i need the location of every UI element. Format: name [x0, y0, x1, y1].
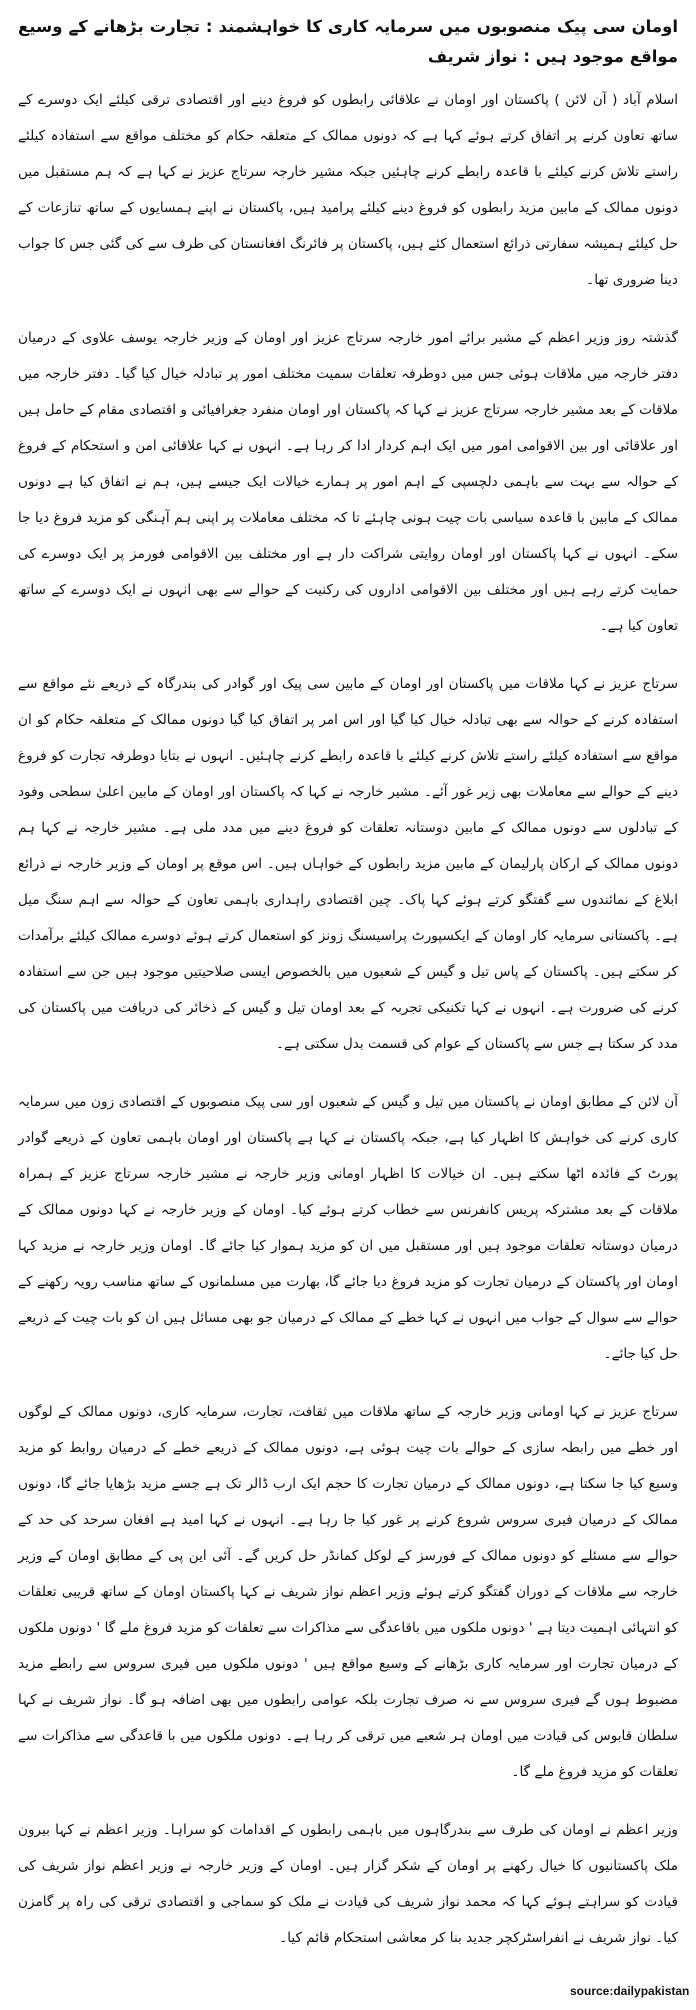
source-credit: source:dailypakistan	[570, 1984, 690, 1998]
article-headline: اومان سی پیک منصوبوں میں سرمایہ کاری کا خواہشمند : تجارت بڑھانے کے وسیع مواقع موجود ہیں : نواز شریف	[18, 17, 678, 66]
article-paragraph: وزیر اعظم نے اومان کی طرف سے بندرگاہوں میں باہمی رابطوں کے اقدامات کو سراہا۔ وزیر اعظم نے کہا بیرون ملک پاکستانیوں کا خیال رکھنے پر اومان کے شکر گزار ہیں۔ اومان کے وزیر خارجہ نے وزیر اعظم نواز شریف کی قیادت کو سراہتے ہوئے کہا کہ محمد نواز شریف کی قیادت نے ملک کو سماجی و اقتصادی ترقی کی راہ پر گامزن کیا۔ نواز شریف نے انفراسٹرکچر جدید بنا کر معاشی استحکام قائم کیا۔	[18, 1822, 678, 1946]
article-paragraph: آن لائن کے مطابق اومان نے پاکستان میں تیل و گیس کے شعبوں اور سی پیک منصوبوں کے اقتصادی زون میں سرمایہ کاری کرنے کی خواہش کا اظہار کیا ہے، جبکہ پاکستان نے کہا ہے پاکستان اور اومان باہمی تعاون کے ذریعے گوادر پورٹ کے فائدہ اٹھا سکتے ہیں۔ ان خیالات کا اظہار اومانی وزیر خارجہ نے مشیر خارجہ سرتاج عزیز کے ہمراہ ملاقات کے بعد مشترکہ پریس کانفرنس سے خطاب کرتے ہوئے کیا۔ اومان کے وزیر خارجہ نے کہا دونوں ممالک کے درمیان دوستانہ تعلقات موجود ہیں اور مستقبل میں ان کو مزید ہموار کیا جائے گا۔ اومان وزیر خارجہ نے مزید کہا اومان اور پاکستان کے درمیان تجارت کو مزید فروغ دیا جائے گا، بھارت میں مسلمانوں کے ساتھ مناسب رویہ رکھنے کے حوالے سے سوال کے جواب میں انہوں نے کہا خطے کے ممالک کے درمیان جو بھی مسائل ہیں ان کو بات چیت کے ذریعے حل کیا جائے۔	[18, 1094, 678, 1362]
article-paragraph: سرتاج عزیز نے کہا ملاقات میں پاکستان اور اومان کے مابین سی پیک اور گوادر کی بندرگاہ کے ذریعے نئے مواقع سے استفادہ کرنے کے حوالہ سے بھی تبادلہ خیال کیا گیا اور اس امر پر اتفاق کیا گیا دونوں ممالک کے متعلقہ حکام کو ان مواقع سے استفادہ کیلئے راستے تلاش کرنے کیلئے با قاعدہ رابطے کرنے چاہئیں۔ انہوں نے بتایا دوطرفہ تجارت کو فروغ دینے کے حوالے سے معاملات بھی زیر غور آئے۔ مشیر خارجہ نے کہا کہ پاکستان اور اومان کے مابین اعلیٰ سطحی وفود کے تبادلوں سے دونوں ممالک کے مابین دوستانہ تعلقات کو فروغ دینے میں مدد ملی ہے۔ مشیر خارجہ نے کہا ہم دونوں ممالک کے ارکان پارلیمان کے مابین مزید رابطوں کے خواہاں ہیں۔ اس موقع پر اومان کے وزیر خارجہ نے ذرائع ابلاغ کے نمائندوں سے گفتگو کرتے ہوئے کہا پاک۔ چین اقتصادی راہداری باہمی تعاون کے حوالہ سے اہم سنگ میل ہے۔ پاکستانی سرمایہ کار اومان کے ایکسپورٹ پراسیسنگ زونز کو استعمال کرتے ہوئے دوسرے ممالک کیلئے برآمدات کر سکتے ہیں۔ پاکستان کے پاس تیل و گیس کے شعبوں میں بالخصوص ایسی صلاحیتیں موجود ہیں جن سے استفادہ کرنے کی ضرورت ہے۔ انہوں نے کہا تکنیکی تجربہ کے بعد اومان تیل و گیس کے ذخائر کی دریافت میں پاکستان کی مدد کر سکتا ہے جس سے پاکستان کے عوام کی قسمت بدل سکتی ہے۔	[18, 676, 678, 1052]
article-paragraph: گذشتہ روز وزیر اعظم کے مشیر برائے امور خارجہ سرتاج عزیز اور اومان کے وزیر خارجہ یوسف علاوی کے درمیان دفتر خارجہ میں ملاقات ہوئی جس میں دوطرفہ تعلقات سمیت مختلف امور پر تبادلہ خیال کیا گیا۔ دفتر خارجہ میں ملاقات کے بعد مشیر خارجہ سرتاج عزیز نے کہا کہ پاکستان اور اومان منفرد جغرافیائی و اقتصادی مقام کے حامل ہیں اور علاقائی اور بین الاقوامی امور میں ایک اہم کردار ادا کر رہا ہے۔ انہوں نے کہا علاقائی امن و استحکام کے فروغ کے حوالہ سے بہت سے باہمی دلچسپی کے اہم امور پر ہمارے خیالات ایک جیسے ہیں، ہم نے اتفاق کیا ہے دونوں ممالک کے مابین با قاعدہ سیاسی بات چیت ہونی چاہئے تا کہ مختلف معاملات پر اپنی ہم آہنگی کو مزید فروغ دیا جا سکے۔ انہوں نے کہا پاکستان اور اومان روایتی شراکت دار ہے اور مختلف بین الاقوامی فورمز پر ایک دوسرے کی حمایت کرتے رہے ہیں اور مختلف بین الاقوامی اداروں کی رکنیت کے حوالے سے بھی انہوں نے ایک دوسرے کے ساتھ تعاون کیا ہے۔	[18, 330, 678, 634]
article-paragraph: اسلام آباد ( آن لائن ) پاکستان اور اومان نے علاقائی رابطوں کو فروغ دینے اور اقتصادی ترقی کیلئے ایک دوسرے کے ساتھ تعاون کرنے پر اتفاق کرتے ہوئے کہا ہے کہ دونوں ممالک کے متعلقہ حکام کو مختلف مواقع سے استفادہ کیلئے راستے تلاش کرنے کیلئے با قاعدہ رابطے کرنے چاہئیں جبکہ مشیر خارجہ سرتاج عزیز نے کہا ہے کہ ہم مستقبل میں دونوں ممالک کے مابین مزید رابطوں کو فروغ دینے کیلئے پرامید ہیں، پاکستان نے اپنے ہمسایوں کے ساتھ تنازعات کے حل کیلئے ہمیشہ سفارتی ذرائع استعمال کئے ہیں، پاکستان پر فائرنگ افغانستان کی طرف سے کی گئی جس کا جواب دینا ضروری تھا۔	[18, 92, 678, 288]
article-paragraph: سرتاج عزیز نے کہا اومانی وزیر خارجہ کے ساتھ ملاقات میں ثقافت، تجارت، سرمایہ کاری، دونوں ممالک کے لوگوں اور خطے میں رابطہ سازی کے حوالے بات چیت ہوئی ہے، دونوں ممالک کے ذریعے خطے کے درمیان روابط کو مزید وسیع کیا جا سکتا ہے، دونوں ممالک کے درمیان تجارت کا حجم ایک ارب ڈالر تک ہے جسے مزید بڑھایا جائے گا، دونوں ممالک کے درمیان فیری سروس شروع کرنے پر غور کیا جا رہا ہے۔ انہوں نے کہا امید ہے افغان سرحد کی حد کے حوالے سے مسئلے کو دونوں ممالک کے فورسز کے لوکل کمانڈر حل کریں گے۔ آئی این پی کے مطابق اومان کے وزیر خارجہ سے ملاقات کے دوران گفتگو کرتے ہوئے وزیر اعظم نواز شریف نے کہا پاکستان اومان کے ساتھ قریبی تعلقات کو انتہائی اہمیت دیتا ہے ' دونوں ملکوں میں باقاعدگی سے مذاکرات سے تعلقات کو مزید فروغ ملے گا ' دونوں ملکوں کے درمیان تجارت اور سرمایہ کاری بڑھانے کے وسیع مواقع ہیں ' دونوں ملکوں میں فیری سروس سے رابطے مزید مضبوط ہوں گے فیری سروس سے نہ صرف تجارت بلکہ عوامی رابطوں میں بھی اضافہ ہو گا۔ نواز شریف نے کہا سلطان قابوس کی قیادت میں اومان ہر شعبے میں ترقی کر رہا ہے۔ دونوں ملکوں میں با قاعدگی سے مذاکرات سے تعلقات کو مزید فروغ ملے گا۔	[18, 1404, 678, 1780]
